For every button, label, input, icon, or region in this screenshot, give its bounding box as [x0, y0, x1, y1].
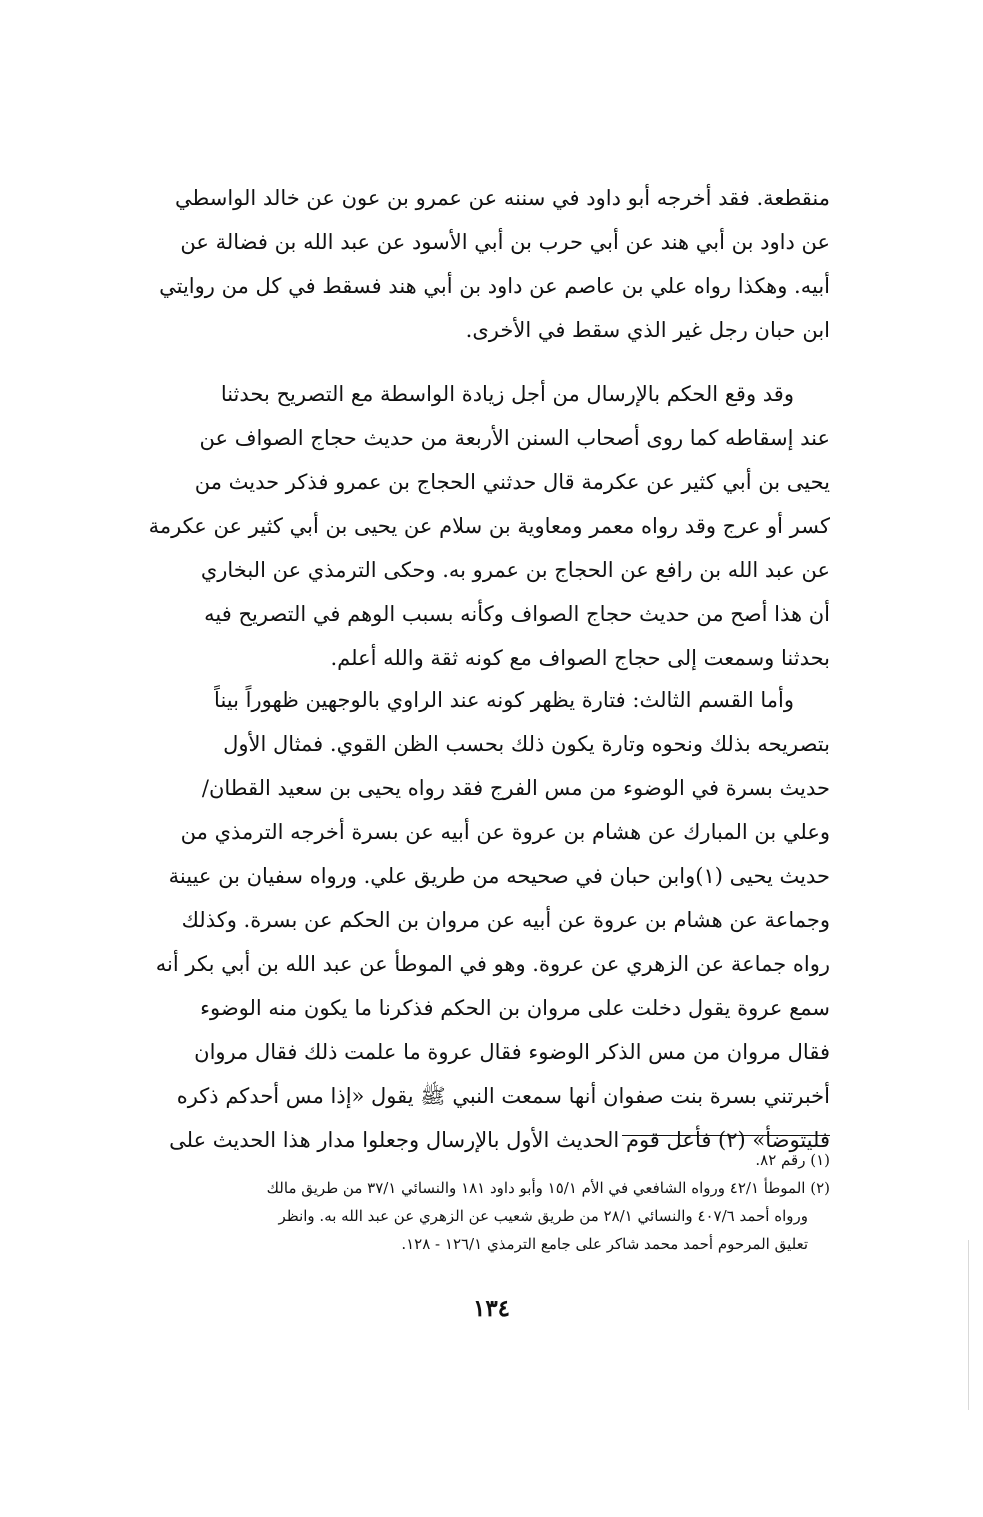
- page-number: ١٣٤: [472, 1295, 511, 1322]
- footnote-divider: [622, 1135, 830, 1136]
- text-line: رواه جماعة عن الزهري عن عروة. وهو في الموطأ عن عبد الله بن أبي بكر أنه: [155, 952, 830, 976]
- footnote-line: تعليق المرحوم أحمد محمد شاكر على جامع الترمذي ١٢٦/١ - ١٢٨.: [401, 1235, 808, 1253]
- text-line: ابن حبان رجل غير الذي سقط في الأخرى.: [465, 318, 830, 342]
- text-line: عند إسقاطه كما روى أصحاب السنن الأربعة من حديث حجاج الصواف عن: [199, 426, 830, 450]
- text-line: بتصريحه بذلك ونحوه وتارة يكون ذلك بحسب الظن القوي. فمثال الأول: [223, 732, 830, 756]
- text-line: وجماعة عن هشام بن عروة عن أبيه عن مروان بن الحكم عن بسرة. وكذلك: [181, 908, 830, 932]
- text-line: حديث بسرة في الوضوء من مس الفرج فقد رواه يحيى بن سعيد القطان/: [201, 776, 830, 800]
- footnote-2: [128, 1174, 830, 1258]
- text-line: وأما القسم الثالث: فتارة يظهر كونه عند الراوي بالوجهين ظهوراً بيناً: [214, 688, 794, 712]
- paragraph-3: [128, 678, 830, 1162]
- scan-edge-mark: [968, 1240, 969, 1410]
- text-line: أبيه. وهكذا رواه علي بن عاصم عن داود بن أبي هند فسقط في كل من روايتي: [159, 274, 830, 298]
- text-line: كسر أو عرج وقد رواه معمر ومعاوية بن سلام عن يحيى بن أبي كثير عن عكرمة: [148, 514, 830, 538]
- footnote-line: (٢) الموطأ ٤٢/١ ورواه الشافعي في الأم ١٥/١ وأبو داود ١٨١ والنسائي ٣٧/١ من طريق مالك: [266, 1179, 830, 1197]
- text-line: حديث يحيى (١)وابن حبان في صحيحه من طريق علي. ورواه سفيان بن عيينة: [168, 864, 830, 888]
- text-line: بحدثنا وسمعت إلى حجاج الصواف مع كونه ثقة والله أعلم.: [330, 646, 830, 670]
- paragraph-1: [128, 176, 830, 352]
- paragraph-2: [128, 372, 830, 680]
- text-line: أن هذا أصح من حديث حجاج الصواف وكأنه بسبب الوهم في التصريح فيه: [204, 602, 830, 626]
- footnote-line: ورواه أحمد ٤٠٧/٦ والنسائي ٢٨/١ من طريق شعيب عن الزهري عن عبد الله به. وانظر: [278, 1207, 808, 1225]
- text-line: منقطعة. فقد أخرجه أبو داود في سننه عن عمرو بن عون عن خالد الواسطي: [175, 186, 830, 210]
- text-line: عن داود بن أبي هند عن أبي حرب بن أبي الأسود عن عبد الله بن فضالة عن: [180, 230, 830, 254]
- text-line: فليتوضأ» (٢) فأعل قوم الحديث الأول بالإرسال وجعلوا مدار هذا الحديث على: [169, 1128, 830, 1152]
- footnote-1: [128, 1146, 830, 1174]
- text-line: سمع عروة يقول دخلت على مروان بن الحكم فذكرنا ما يكون منه الوضوء: [200, 996, 830, 1020]
- text-line: أخبرتني بسرة بنت صفوان أنها سمعت النبي ﷺ يقول «إذا مس أحدكم ذكره: [176, 1084, 830, 1108]
- footnotes: [128, 1146, 830, 1258]
- text-line: فقال مروان من مس الذكر الوضوء فقال عروة ما علمت ذلك فقال مروان: [194, 1040, 830, 1064]
- footnote-line: (١) رقم ٨٢.: [755, 1151, 830, 1169]
- text-line: عن عبد الله بن رافع عن الحجاج بن عمرو به. وحكى الترمذي عن البخاري: [200, 558, 830, 582]
- text-line: وعلي بن المبارك عن هشام بن عروة عن أبيه عن بسرة أخرجه الترمذي من: [180, 820, 830, 844]
- text-line: وقد وقع الحكم بالإرسال من أجل زيادة الواسطة مع التصريح بحدثنا: [220, 382, 794, 406]
- text-line: يحيى بن أبي كثير عن عكرمة قال حدثني الحجاج بن عمرو فذكر حديث من: [194, 470, 830, 494]
